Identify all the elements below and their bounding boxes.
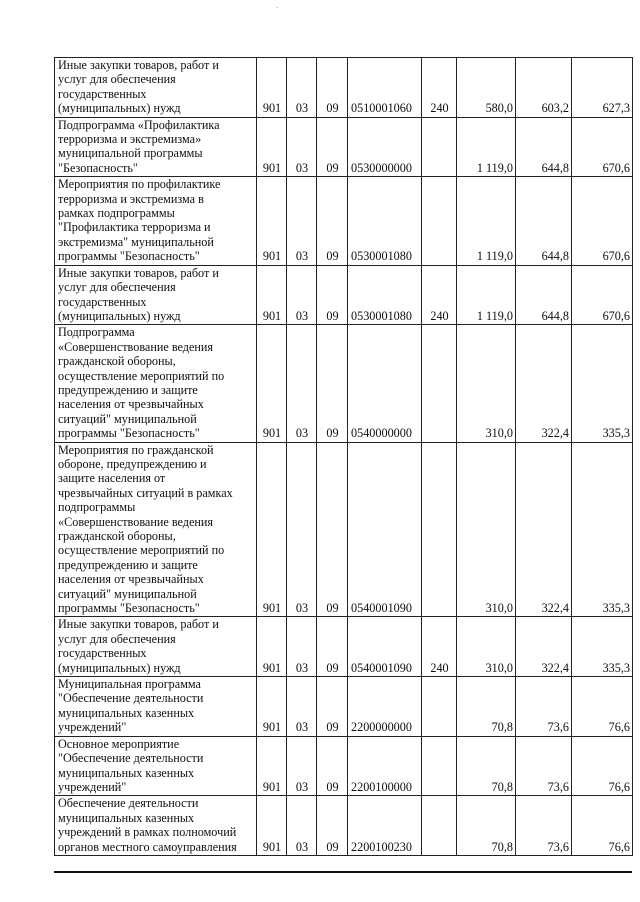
row-name: Основное мероприятие "Обеспечение деятельности муниципальных казенных учреждений" [55,736,257,796]
cell-grbs: 901 [257,117,287,177]
cell-year3-amount: 627,3 [572,58,633,118]
cell-year3-amount: 670,6 [572,117,633,177]
cell-year3-amount: 670,6 [572,177,633,265]
cell-target-article: 0530001080 [348,177,422,265]
cell-year2-amount: 644,8 [516,265,572,325]
row-name: Иные закупки товаров, работ и услуг для обеспечения государственных (муниципальных) нужд [55,617,257,677]
cell-year1-amount: 70,8 [457,736,516,796]
cell-target-article: 0530001080 [348,265,422,325]
table-row [55,265,633,325]
cell-target-article: 0540001090 [348,442,422,617]
cell-year2-amount: 644,8 [516,177,572,265]
cell-target-article: 0540001090 [348,617,422,677]
cell-expense-type [422,736,457,796]
cell-year2-amount: 73,6 [516,736,572,796]
table-row [55,736,633,796]
cell-year1-amount: 70,8 [457,796,516,856]
bottom-rule [54,871,632,873]
row-name: Мероприятия по профилактике терроризма и экстремизма в рамках подпрограммы "Профилактика терроризма и экстремизма" муниципальной программы "Безопасность" [55,177,257,265]
cell-expense-type [422,442,457,617]
cell-section: 03 [287,442,317,617]
cell-year1-amount: 310,0 [457,442,516,617]
cell-section: 03 [287,677,317,737]
table-body [55,58,633,856]
table-row [55,177,633,265]
cell-grbs: 901 [257,58,287,118]
cell-target-article: 2200000000 [348,677,422,737]
cell-year1-amount: 1 119,0 [457,265,516,325]
cell-year1-amount: 310,0 [457,617,516,677]
table-row [55,442,633,617]
cell-expense-type [422,117,457,177]
table-row [55,617,633,677]
cell-expense-type [422,677,457,737]
cell-year1-amount: 1 119,0 [457,177,516,265]
table-row [55,677,633,737]
cell-year2-amount: 603,2 [516,58,572,118]
cell-year2-amount: 73,6 [516,796,572,856]
page-mark: . [276,0,279,10]
cell-section: 03 [287,736,317,796]
cell-grbs: 901 [257,677,287,737]
row-name: Обеспечение деятельности муниципальных казенных учреждений в рамках полномочий органов местного самоуправления [55,796,257,856]
row-name: Иные закупки товаров, работ и услуг для обеспечения государственных (муниципальных) нужд [55,265,257,325]
cell-year3-amount: 76,6 [572,736,633,796]
cell-expense-type [422,325,457,442]
cell-grbs: 901 [257,736,287,796]
cell-subsection: 09 [317,265,348,325]
cell-year3-amount: 76,6 [572,796,633,856]
cell-section: 03 [287,177,317,265]
cell-subsection: 09 [317,117,348,177]
cell-target-article: 2200100230 [348,796,422,856]
cell-year2-amount: 73,6 [516,677,572,737]
cell-year1-amount: 310,0 [457,325,516,442]
cell-year2-amount: 322,4 [516,442,572,617]
cell-year3-amount: 335,3 [572,442,633,617]
cell-expense-type: 240 [422,58,457,118]
cell-year1-amount: 1 119,0 [457,117,516,177]
cell-grbs: 901 [257,617,287,677]
table-row [55,796,633,856]
cell-year2-amount: 322,4 [516,617,572,677]
cell-year3-amount: 670,6 [572,265,633,325]
budget-table [54,57,633,856]
cell-expense-type: 240 [422,265,457,325]
row-name: Мероприятия по гражданской обороне, предупреждению и защите населения от чрезвычайных ситуаций в рамках подпрограммы «Совершенствование ведения гражданской обороны, осуществление мероприятий по предупреждению и защите населения от чрезвычайных ситуаций" муниципальной программы "Безопасность" [55,442,257,617]
cell-expense-type [422,796,457,856]
cell-year2-amount: 644,8 [516,117,572,177]
cell-subsection: 09 [317,442,348,617]
cell-grbs: 901 [257,796,287,856]
row-name: Подпрограмма «Профилактика терроризма и экстремизма» муниципальной программы "Безопасность" [55,117,257,177]
cell-subsection: 09 [317,677,348,737]
cell-year3-amount: 335,3 [572,617,633,677]
cell-subsection: 09 [317,736,348,796]
cell-grbs: 901 [257,442,287,617]
cell-subsection: 09 [317,325,348,442]
cell-subsection: 09 [317,58,348,118]
cell-grbs: 901 [257,265,287,325]
cell-target-article: 0510001060 [348,58,422,118]
cell-grbs: 901 [257,325,287,442]
cell-expense-type: 240 [422,617,457,677]
cell-grbs: 901 [257,177,287,265]
cell-subsection: 09 [317,617,348,677]
cell-section: 03 [287,325,317,442]
cell-year1-amount: 70,8 [457,677,516,737]
cell-target-article: 0530000000 [348,117,422,177]
table-row [55,325,633,442]
cell-section: 03 [287,617,317,677]
row-name: Иные закупки товаров, работ и услуг для обеспечения государственных (муниципальных) нужд [55,58,257,118]
cell-section: 03 [287,265,317,325]
cell-subsection: 09 [317,177,348,265]
cell-expense-type [422,177,457,265]
table-row [55,58,633,118]
cell-section: 03 [287,117,317,177]
cell-year3-amount: 335,3 [572,325,633,442]
cell-section: 03 [287,796,317,856]
row-name: Подпрограмма «Совершенствование ведения гражданской обороны, осуществление мероприятий по предупреждению и защите населения от чрезвычайных ситуаций" муниципальной программы "Безопасность" [55,325,257,442]
cell-section: 03 [287,58,317,118]
table-row [55,117,633,177]
cell-target-article: 0540000000 [348,325,422,442]
cell-subsection: 09 [317,796,348,856]
cell-year1-amount: 580,0 [457,58,516,118]
cell-year3-amount: 76,6 [572,677,633,737]
cell-year2-amount: 322,4 [516,325,572,442]
cell-target-article: 2200100000 [348,736,422,796]
row-name: Муниципальная программа "Обеспечение деятельности муниципальных казенных учреждений" [55,677,257,737]
